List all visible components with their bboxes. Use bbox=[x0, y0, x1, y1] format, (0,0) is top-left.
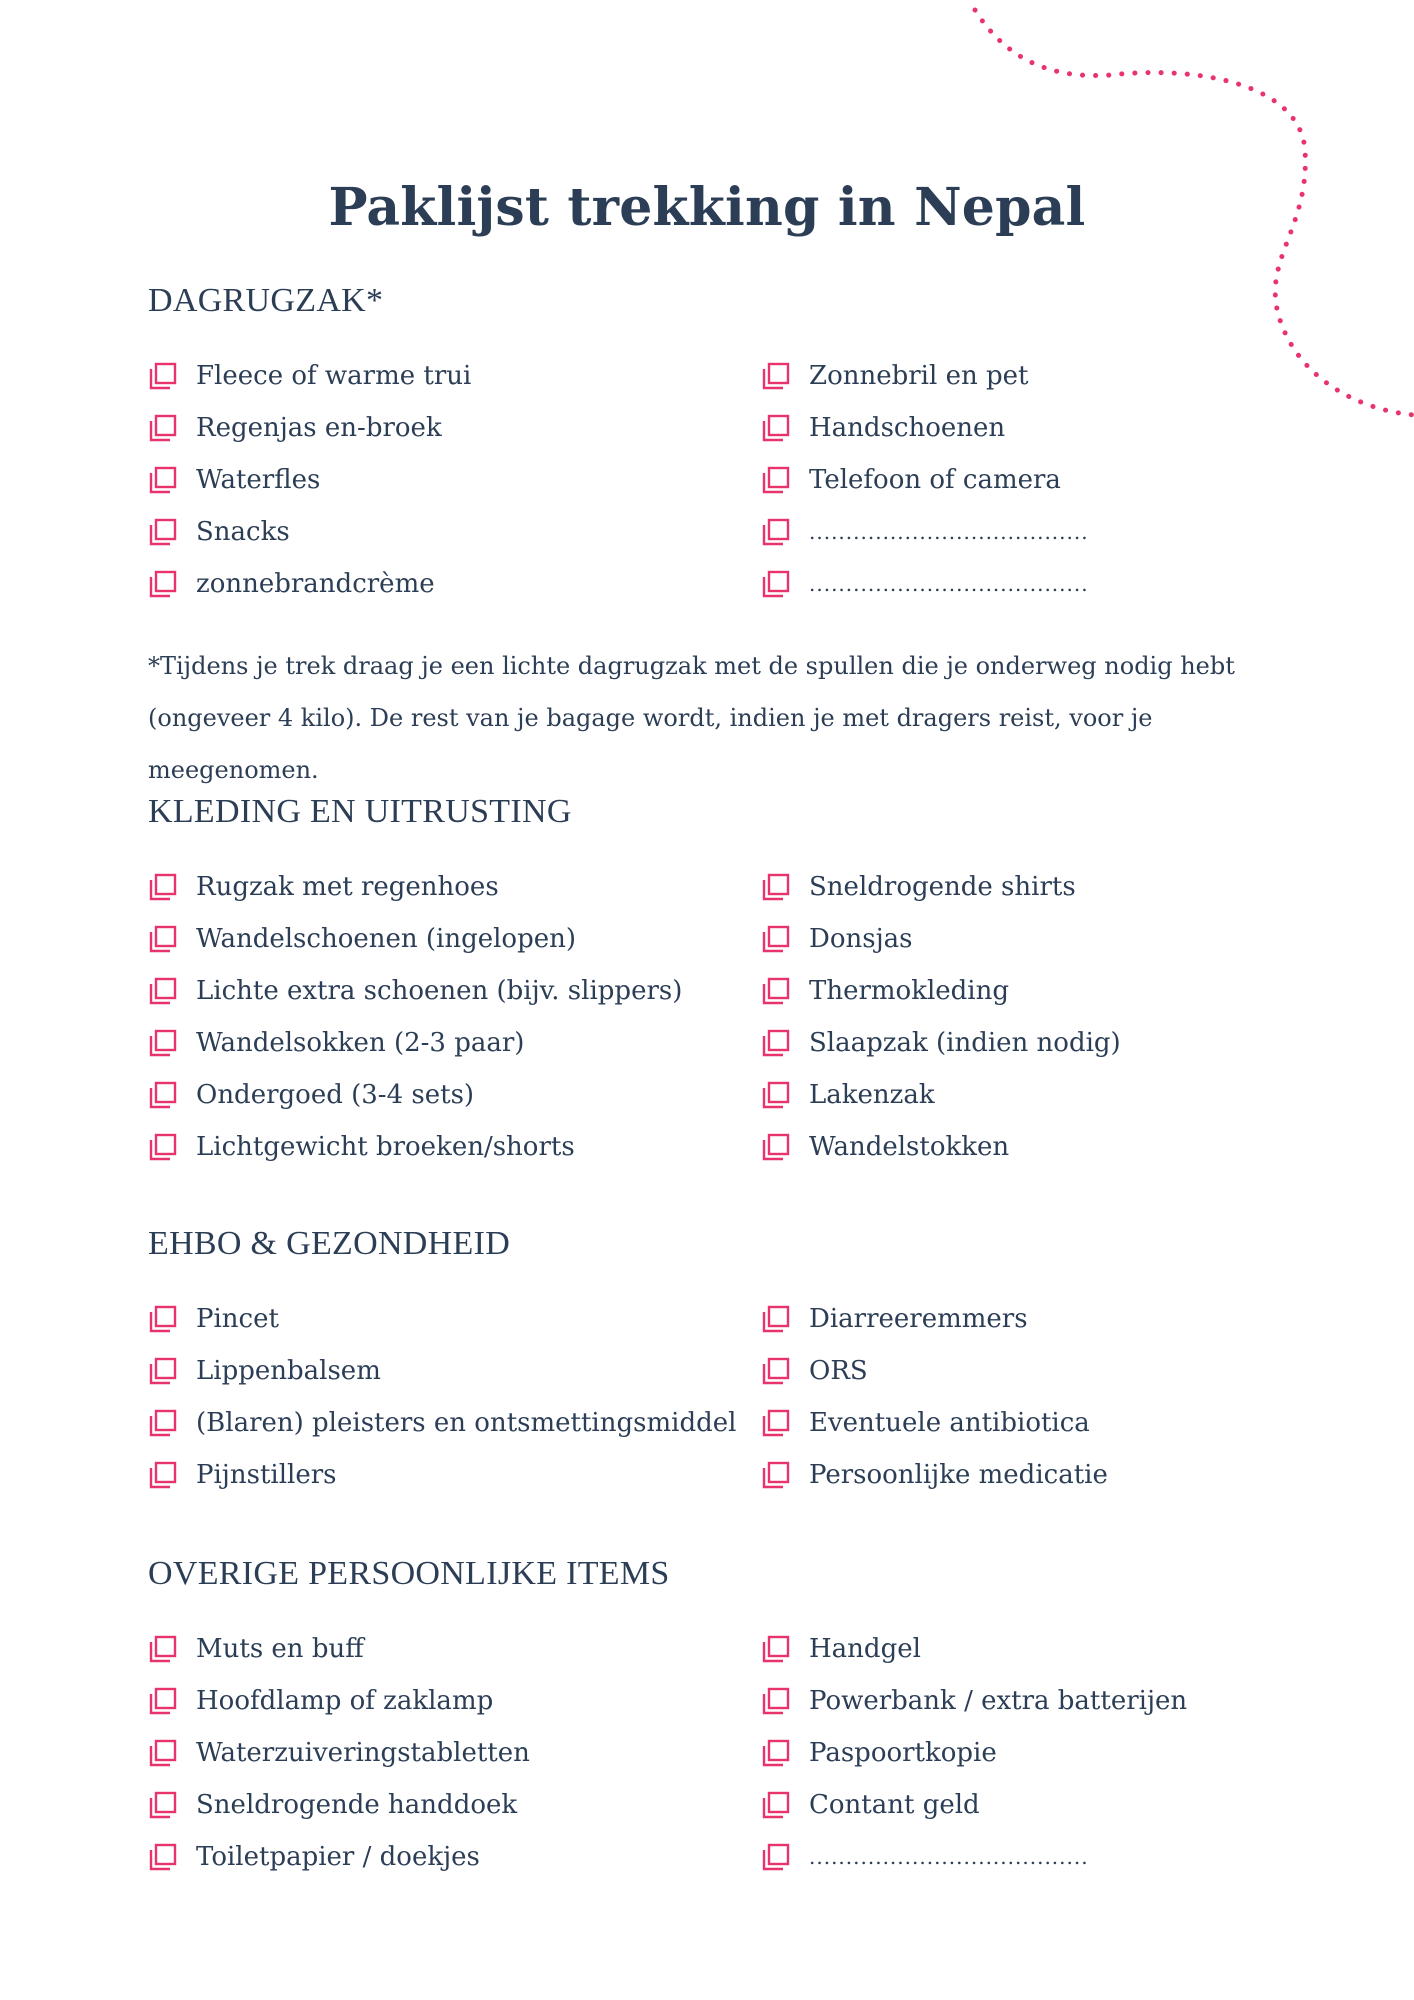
checklist-item[interactable] bbox=[148, 1293, 761, 1345]
checkbox-icon[interactable] bbox=[761, 1028, 791, 1058]
checkbox-icon[interactable] bbox=[761, 1356, 791, 1386]
checkbox-icon[interactable] bbox=[761, 413, 791, 443]
checklist-item-label: Lippenbalsem bbox=[196, 1356, 381, 1386]
checklist-item-label: Eventuele antibiotica bbox=[809, 1408, 1090, 1438]
checklist-item-label: Fleece of warme trui bbox=[196, 361, 472, 391]
checkbox-icon[interactable] bbox=[148, 976, 178, 1006]
checklist-item-label: Pijnstillers bbox=[196, 1460, 337, 1490]
page-title: Paklijst trekking in Nepal bbox=[328, 176, 1086, 238]
checklist-item-label: Wandelsokken (2-3 paar) bbox=[196, 1028, 525, 1058]
checklist-item[interactable] bbox=[761, 913, 1291, 965]
checkbox-icon[interactable] bbox=[148, 1686, 178, 1716]
checklist-item[interactable] bbox=[761, 454, 1291, 506]
checklist-item[interactable] bbox=[761, 1831, 1291, 1883]
list-right bbox=[761, 1623, 1291, 1883]
checklist-item-label: Diarreeremmers bbox=[809, 1304, 1028, 1334]
checkbox-icon[interactable] bbox=[148, 1842, 178, 1872]
checklist-item[interactable] bbox=[761, 1017, 1291, 1069]
checkbox-icon[interactable] bbox=[148, 1408, 178, 1438]
checklist-item-label: Lakenzak bbox=[809, 1080, 935, 1110]
checklist-item[interactable] bbox=[148, 1727, 761, 1779]
checklist-item[interactable] bbox=[148, 1069, 761, 1121]
checklist-item-label: Sneldrogende handdoek bbox=[196, 1790, 518, 1820]
list-left bbox=[148, 1623, 761, 1883]
checklist-item-label: Snacks bbox=[196, 517, 290, 547]
checklist-item[interactable] bbox=[761, 402, 1291, 454]
section-kleding bbox=[148, 793, 1298, 1173]
checklist-item[interactable] bbox=[761, 1623, 1291, 1675]
checkbox-icon[interactable] bbox=[148, 1738, 178, 1768]
checklist-item[interactable] bbox=[761, 1121, 1291, 1173]
checkbox-icon[interactable] bbox=[148, 517, 178, 547]
checklist-item-label: Wandelstokken bbox=[809, 1132, 1010, 1162]
footnote-line-1: *Tijdens je trek draag je een lichte dagrugzak met de spullen die je onderweg nodig hebt bbox=[148, 652, 1235, 680]
checklist-item-label: ...................................... bbox=[809, 572, 1089, 596]
checklist-item-label: Powerbank / extra batterijen bbox=[809, 1686, 1188, 1716]
checklist-item[interactable] bbox=[148, 506, 761, 558]
checklist-item[interactable] bbox=[761, 1069, 1291, 1121]
checkbox-icon[interactable] bbox=[761, 569, 791, 599]
checklist-item-label: (Blaren) pleisters en ontsmettingsmiddel bbox=[196, 1408, 737, 1438]
checklist-item-label: Rugzak met regenhoes bbox=[196, 872, 499, 902]
checklist-item[interactable] bbox=[761, 1727, 1291, 1779]
checkbox-icon[interactable] bbox=[148, 413, 178, 443]
checklist-item-label: Handgel bbox=[809, 1634, 921, 1664]
checkbox-icon[interactable] bbox=[761, 976, 791, 1006]
checklist-item-label: Slaapzak (indien nodig) bbox=[809, 1028, 1121, 1058]
checkbox-icon[interactable] bbox=[761, 1686, 791, 1716]
checklist-item-label: Contant geld bbox=[809, 1790, 980, 1820]
checklist-item[interactable] bbox=[761, 1675, 1291, 1727]
checkbox-icon[interactable] bbox=[148, 465, 178, 495]
checklist-item-label: Waterfles bbox=[196, 465, 321, 495]
checklist-item[interactable] bbox=[148, 402, 761, 454]
list-left bbox=[148, 861, 761, 1173]
checklist-item[interactable] bbox=[148, 1623, 761, 1675]
checkbox-icon[interactable] bbox=[761, 1790, 791, 1820]
checklist-item-label: Zonnebril en pet bbox=[809, 361, 1029, 391]
checklist-item[interactable] bbox=[761, 861, 1291, 913]
checklist-item-label: ORS bbox=[809, 1356, 868, 1386]
checkbox-icon[interactable] bbox=[148, 1460, 178, 1490]
checkbox-icon[interactable] bbox=[761, 517, 791, 547]
list-left bbox=[148, 1293, 761, 1501]
checkbox-icon[interactable] bbox=[761, 1304, 791, 1334]
footnote bbox=[148, 640, 1298, 796]
checklist-item[interactable] bbox=[761, 1397, 1291, 1449]
checklist-item[interactable] bbox=[761, 1293, 1291, 1345]
checkbox-icon[interactable] bbox=[761, 1408, 791, 1438]
checkbox-icon[interactable] bbox=[148, 361, 178, 391]
checklist-item-label: Toiletpapier / doekjes bbox=[196, 1842, 480, 1872]
checklist-item-label: Pincet bbox=[196, 1304, 279, 1334]
checklist-item[interactable] bbox=[148, 1121, 761, 1173]
checklist-item-label: Sneldrogende shirts bbox=[809, 872, 1076, 902]
checklist-item[interactable] bbox=[148, 1779, 761, 1831]
checklist-item-label: Lichtgewicht broeken/shorts bbox=[196, 1132, 575, 1162]
checkbox-icon[interactable] bbox=[761, 1738, 791, 1768]
checklist-item[interactable] bbox=[761, 1345, 1291, 1397]
section-dagrugzak bbox=[148, 282, 1298, 610]
section-heading: KLEDING EN UITRUSTING bbox=[148, 793, 572, 830]
checklist-item-label: Handschoenen bbox=[809, 413, 1006, 443]
checklist-item[interactable] bbox=[148, 558, 761, 610]
checklist-item-label: Hoofdlamp of zaklamp bbox=[196, 1686, 494, 1716]
checklist-item[interactable] bbox=[148, 1449, 761, 1501]
checklist-item[interactable] bbox=[148, 1345, 761, 1397]
checkbox-icon[interactable] bbox=[148, 1132, 178, 1162]
list-right bbox=[761, 1293, 1291, 1501]
checklist-item-label: ...................................... bbox=[809, 1845, 1089, 1869]
checklist-item[interactable] bbox=[148, 1397, 761, 1449]
checkbox-icon[interactable] bbox=[761, 1132, 791, 1162]
checklist-item-label: Wandelschoenen (ingelopen) bbox=[196, 924, 577, 954]
checklist-item-label: zonnebrandcrème bbox=[196, 569, 435, 599]
checklist-item[interactable] bbox=[761, 506, 1291, 558]
checklist-item-label: Thermokleding bbox=[809, 976, 1010, 1006]
checkbox-icon[interactable] bbox=[148, 1304, 178, 1334]
checkbox-icon[interactable] bbox=[148, 1790, 178, 1820]
checklist-item[interactable] bbox=[761, 1779, 1291, 1831]
checklist-item-label: Muts en buff bbox=[196, 1634, 364, 1664]
checklist-item-label: Waterzuiveringstabletten bbox=[196, 1738, 530, 1768]
checkbox-icon[interactable] bbox=[148, 1356, 178, 1386]
checkbox-icon[interactable] bbox=[148, 1634, 178, 1664]
checklist-item-label: Lichte extra schoenen (bijv. slippers) bbox=[196, 976, 683, 1006]
checklist-item[interactable] bbox=[148, 861, 761, 913]
checklist-item[interactable] bbox=[148, 454, 761, 506]
checklist-item-label: Regenjas en-broek bbox=[196, 413, 442, 443]
checkbox-icon[interactable] bbox=[148, 1028, 178, 1058]
checklist-item[interactable] bbox=[148, 913, 761, 965]
checklist-item[interactable] bbox=[148, 965, 761, 1017]
checkbox-icon[interactable] bbox=[761, 1842, 791, 1872]
checkbox-icon[interactable] bbox=[148, 1080, 178, 1110]
checklist-item[interactable] bbox=[148, 1831, 761, 1883]
checklist-item[interactable] bbox=[148, 1017, 761, 1069]
list-right bbox=[761, 861, 1291, 1173]
checkbox-icon[interactable] bbox=[761, 872, 791, 902]
checkbox-icon[interactable] bbox=[761, 1460, 791, 1490]
checkbox-icon[interactable] bbox=[148, 872, 178, 902]
checkbox-icon[interactable] bbox=[761, 1080, 791, 1110]
section-heading: OVERIGE PERSOONLIJKE ITEMS bbox=[148, 1555, 670, 1592]
checklist-item[interactable] bbox=[148, 1675, 761, 1727]
checklist-item[interactable] bbox=[761, 350, 1291, 402]
checklist-item[interactable] bbox=[761, 965, 1291, 1017]
checkbox-icon[interactable] bbox=[761, 465, 791, 495]
checklist-item-label: ...................................... bbox=[809, 520, 1089, 544]
section-overige bbox=[148, 1555, 1298, 1883]
checkbox-icon[interactable] bbox=[148, 569, 178, 599]
checklist-item-label: Persoonlijke medicatie bbox=[809, 1460, 1108, 1490]
checklist-item[interactable] bbox=[761, 558, 1291, 610]
checklist-item-label: Donsjas bbox=[809, 924, 913, 954]
checklist-item-label: Paspoortkopie bbox=[809, 1738, 997, 1768]
list-right bbox=[761, 350, 1291, 610]
section-ehbo bbox=[148, 1225, 1298, 1501]
section-heading: DAGRUGZAK* bbox=[148, 282, 384, 319]
checklist-item[interactable] bbox=[761, 1449, 1291, 1501]
checklist-item[interactable] bbox=[148, 350, 761, 402]
footnote-line-2: (ongeveer 4 kilo). De rest van je bagage wordt, indien je met dragers reist, voor je meegenomen. bbox=[148, 704, 1153, 784]
section-heading: EHBO & GEZONDHEID bbox=[148, 1225, 511, 1262]
checkbox-icon[interactable] bbox=[761, 924, 791, 954]
checkbox-icon[interactable] bbox=[148, 924, 178, 954]
checklist-item-label: Ondergoed (3-4 sets) bbox=[196, 1080, 475, 1110]
checklist-item-label: Telefoon of camera bbox=[809, 465, 1061, 495]
checkbox-icon[interactable] bbox=[761, 1634, 791, 1664]
list-left bbox=[148, 350, 761, 610]
checkbox-icon[interactable] bbox=[761, 361, 791, 391]
